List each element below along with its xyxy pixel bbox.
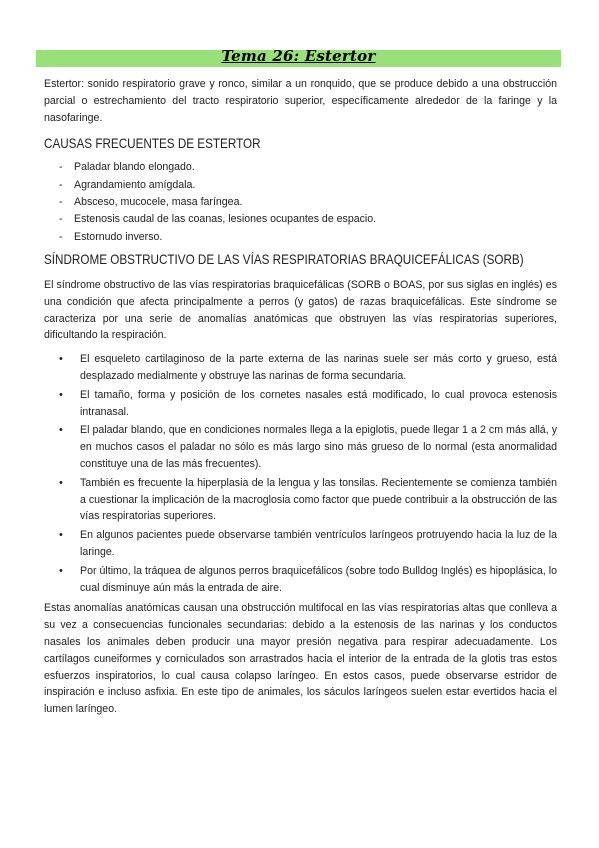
sorb-heading: SÍNDROME OBSTRUCTIVO DE LAS VÍAS RESPIRATORIAS BRAQUICEFÁLICAS (SORB) <box>44 252 524 268</box>
causas-heading: CAUSAS FRECUENTES DE ESTERTOR <box>44 136 261 152</box>
causas-list <box>44 159 557 246</box>
list-item: • Por último, la tráquea de algunos perros braquicefálicos (sobre todo Bulldog Inglés) es hipoplásica, lo cual disminuye aún más la entrada de aire. <box>44 563 557 597</box>
sorb-conclusion-paragraph: Estas anomalías anatómicas causan una obstrucción multifocal en las vías respiratorias altas que conlleva a su vez a consecuencias funcionales secundarias: debido a la estenosis de las narinas y los conductos nasales los animales deben producir una mayor presión negativa para respirar adecuadamente. Los cartílagos cuneiformes y corniculados son arrastrados hacia el interior de la entrada de la glotis tras estos esfuerzos inspiratorios, lo cual causa colapso laríngeo. En estos casos, puede observarse estridor de inspiración e incluso asfixia. En este tipo de animales, los sáculos laríngeos suelen estar evertidos hacia el lumen laríngeo. <box>44 602 557 716</box>
list-item: - Agrandamiento amígdala. <box>44 177 557 194</box>
list-item: - Estornudo inverso. <box>44 229 557 246</box>
sorb-intro-paragraph: El síndrome obstructivo de las vías respiratorias braquicefálicas (SORB o BOAS, por sus siglas en inglés) es una condición que afecta principalmente a perros (y gatos) de razas braquicefálicas. Este síndrome se caracteriza por una serie de anomalías anatómicas que obstruyen las vías respiratorias superiores, dificultando la respiración. <box>44 279 557 342</box>
list-item: • El tamaño, forma y posición de los cornetes nasales está modificado, lo cual provoca estenosis intranasal. <box>44 387 557 421</box>
page-title: Tema 26: Estertor <box>221 47 376 65</box>
list-item: - Estenosis caudal de las coanas, lesiones ocupantes de espacio. <box>44 211 557 228</box>
intro-paragraph: Estertor: sonido respiratorio grave y ronco, similar a un ronquido, que se produce debido a una obstrucción parcial o estrechamiento del tracto respiratorio superior, específicamente alrededor de la faringe y la nasofaringe. <box>44 78 557 124</box>
document-body <box>44 76 557 718</box>
list-item: • También es frecuente la hiperplasia de la lengua y las tonsilas. Recientemente se comienza también a cuestionar la implicación de la macroglosia como factor que puede contribuir a la obstrucción de las vías respiratorias superiores. <box>44 475 557 525</box>
list-item: • En algunos pacientes puede observarse también ventrículos laríngeos protruyendo hacia la luz de la laringe. <box>44 527 557 561</box>
title-highlight-bar <box>36 47 561 67</box>
list-item: • El esqueleto cartilaginoso de la parte externa de las narinas suele ser más corto y grueso, está desplazado medialmente y obstruye las narinas de forma secundaria. <box>44 351 557 385</box>
list-item: - Paladar blando elongado. <box>44 159 557 176</box>
list-item: - Absceso, mucocele, masa faríngea. <box>44 194 557 211</box>
list-item: • El paladar blando, que en condiciones normales llega a la epiglotis, puede llegar 1 a 2 cm más allá, y en muchos casos el paladar no sólo es más largo sino más grueso de lo normal (esta anormalidad constituye una de las más frecuentes). <box>44 422 557 472</box>
sorb-anomalies-list <box>44 351 557 596</box>
